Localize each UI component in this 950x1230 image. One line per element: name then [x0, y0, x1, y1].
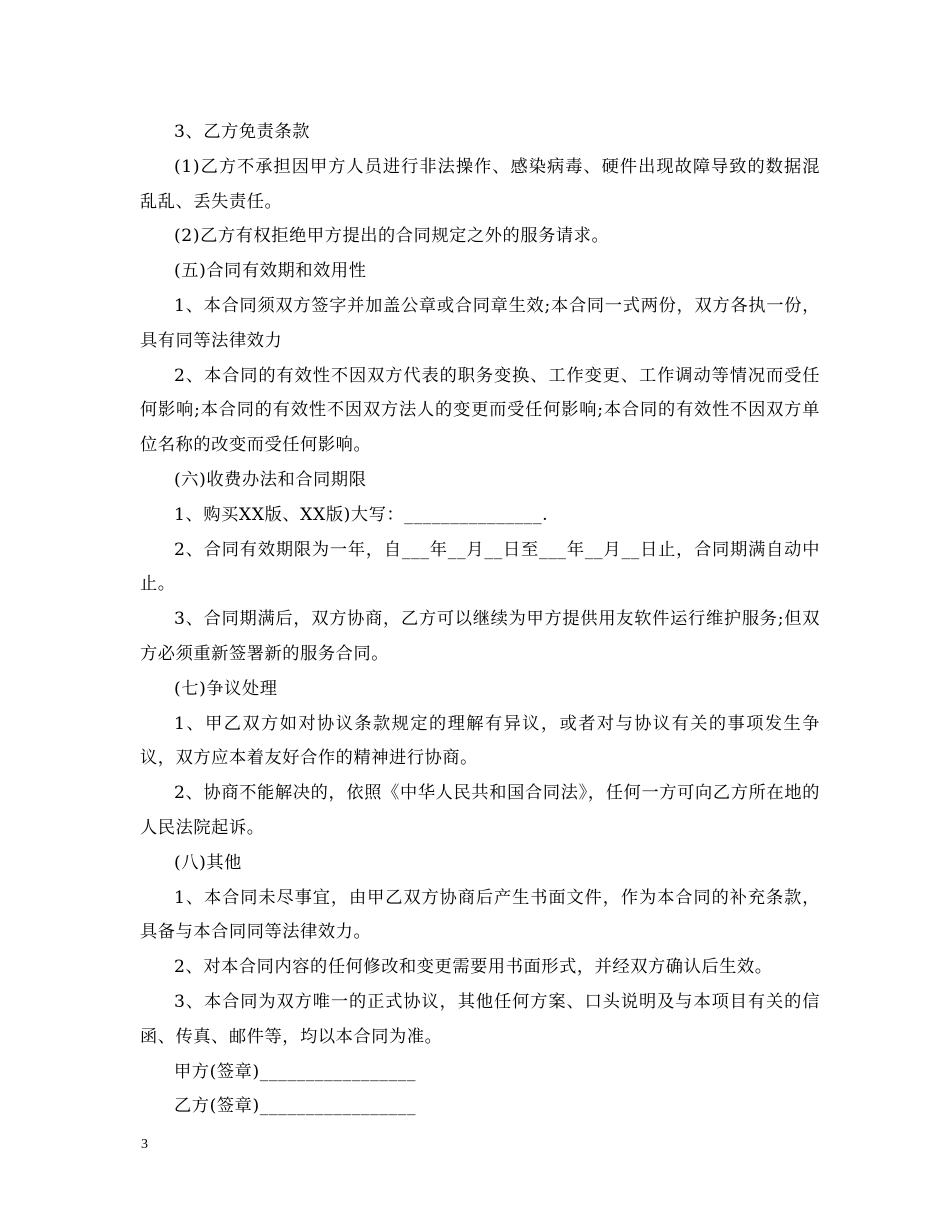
- paragraph-party-b-exemption-heading: 3、乙方免责条款: [174, 122, 311, 142]
- paragraph-validity-2: 2、本合同的有效性不因双方代表的职务变换、工作变更、工作调动等情况而受任何影响;本合同的有效性不因双方法人的变更而受任何影响;本合同的有效性不因双方单位名称的改变而受任何影响。: [140, 365, 820, 456]
- paragraph-disputes-2: 2、协商不能解决的，依照《中华人民共和国合同法》，任何一方可向乙方所在地的人民法院起诉。: [140, 783, 820, 838]
- party-b-signature-line: 乙方(签章)_________________: [174, 1096, 417, 1117]
- party-a-signature-line: 甲方(签章)_________________: [174, 1061, 417, 1082]
- paragraph-disputes-1: 1、甲乙双方如对协议条款规定的理解有异议，或者对与协议有关的事项发生争议，双方应本着友好合作的精神进行协商。: [140, 713, 820, 769]
- paragraph-other-1: 1、本合同未尽事宜，由甲乙双方协商后产生书面文件，作为本合同的补充条款，具备与本合同同等法律效力。: [140, 887, 820, 943]
- section-heading-validity: (五)合同有效期和效用性: [174, 261, 367, 282]
- paragraph-other-3: 3、本合同为双方唯一的正式协议，其他任何方案、口头说明及与本项目有关的信函、传真、邮件等，均以本合同为准。: [140, 991, 820, 1047]
- paragraph-exemption-clause-1: (1)乙方不承担因甲方人员进行非法操作、感染病毒、硬件出现故障导致的数据混乱乱、丢失责任。: [140, 156, 820, 212]
- page-number: 3: [141, 1137, 148, 1152]
- paragraph-fees-3: 3、合同期满后，双方协商，乙方可以继续为甲方提供用友软件运行维护服务;但双方必须重新签署新的服务合同。: [140, 609, 820, 664]
- section-heading-fees-term: (六)收费办法和合同期限: [174, 469, 367, 490]
- section-heading-disputes: (七)争议处理: [174, 678, 278, 699]
- paragraph-exemption-clause-2: (2)乙方有权拒绝甲方提出的合同规定之外的服务请求。: [174, 226, 610, 247]
- section-heading-other: (八)其他: [174, 852, 242, 873]
- paragraph-validity-1: 1、本合同须双方签字并加盖公章或合同章生效;本合同一式两份，双方各执一份，具有同等法律效力: [140, 295, 820, 351]
- paragraph-fees-1: 1、购买XX版、XX版)大写：_______________.: [174, 504, 549, 525]
- paragraph-other-2: 2、对本合同内容的任何修改和变更需要用书面形式，并经双方确认后生效。: [174, 957, 773, 978]
- document-body: [140, 115, 820, 1124]
- paragraph-fees-2: 2、合同有效期限为一年，自___年__月__日至___年__月__日止，合同期满自动中止。: [140, 539, 820, 595]
